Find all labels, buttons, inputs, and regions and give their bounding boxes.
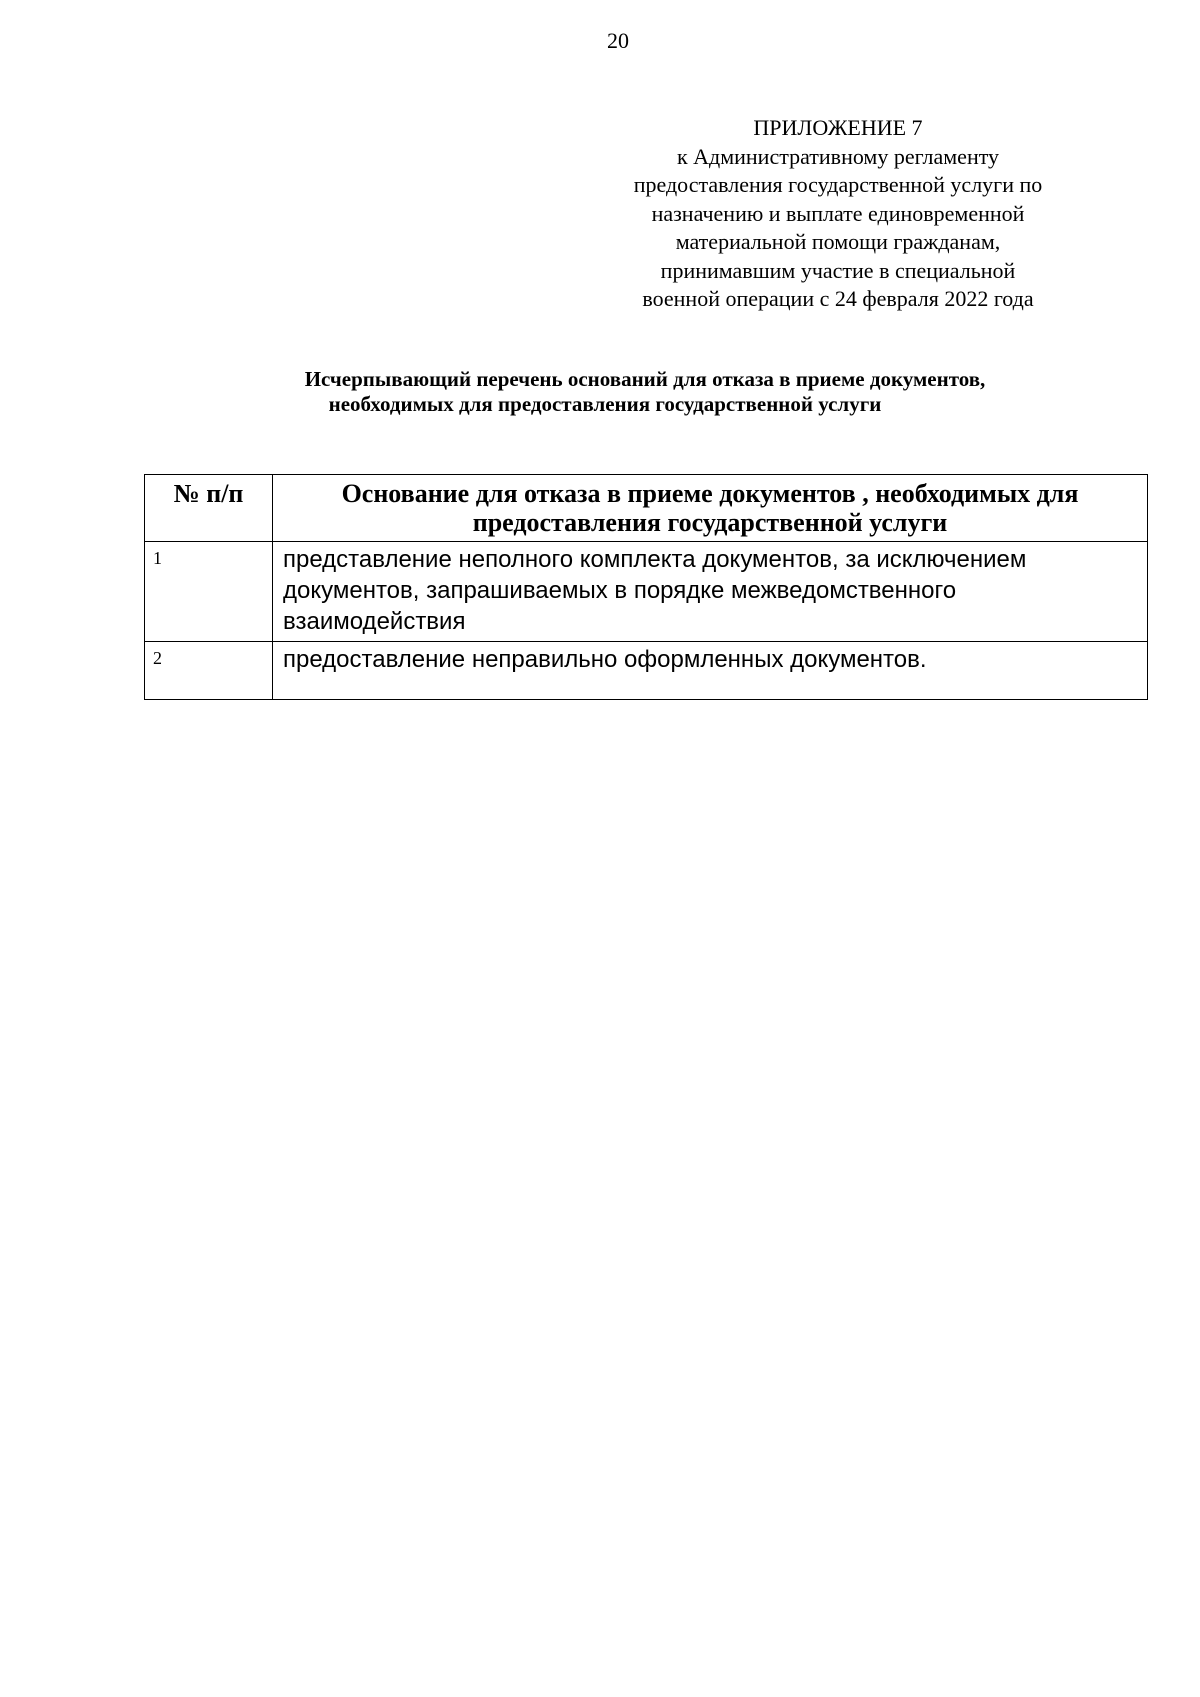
- appendix-header: [592, 114, 1084, 314]
- table-header-row: [145, 475, 1148, 542]
- row-number-cell: 1: [145, 542, 273, 642]
- appendix-line: материальной помощи гражданам,: [675, 229, 1001, 254]
- document-title-line: Исчерпывающий перечень оснований для отказа в приеме документов,: [304, 367, 986, 391]
- table-row: [145, 542, 1148, 642]
- appendix-line: принимавшим участие в специальной: [660, 257, 1016, 283]
- row-ground-cell: представление неполного комплекта документов, за исключением документов, запрашиваемых в порядке межведомственного взаимодействия: [273, 542, 1148, 642]
- appendix-line: предоставления государственной услуги по: [633, 172, 1043, 197]
- appendix-line: назначению и выплате единовременной: [651, 200, 1025, 226]
- column-header-ground: Основание для отказа в приеме документов , необходимых для предоставления государственной услуги: [273, 475, 1148, 542]
- document-title-line: необходимых для предоставления государственной услуги: [328, 392, 882, 416]
- appendix-line: к Административному регламенту: [676, 143, 1000, 169]
- row-number-cell: 2: [145, 642, 273, 700]
- refusal-grounds-table: [144, 474, 1148, 700]
- page-number: 20: [607, 28, 629, 53]
- appendix-line: военной операции с 24 февраля 2022 года: [642, 286, 1034, 311]
- column-header-number: № п/п: [145, 475, 273, 542]
- document-title: [140, 367, 1150, 417]
- appendix-title: ПРИЛОЖЕНИЕ 7: [753, 115, 923, 140]
- table-row: [145, 642, 1148, 700]
- row-ground-cell: предоставление неправильно оформленных документов.: [273, 642, 1148, 700]
